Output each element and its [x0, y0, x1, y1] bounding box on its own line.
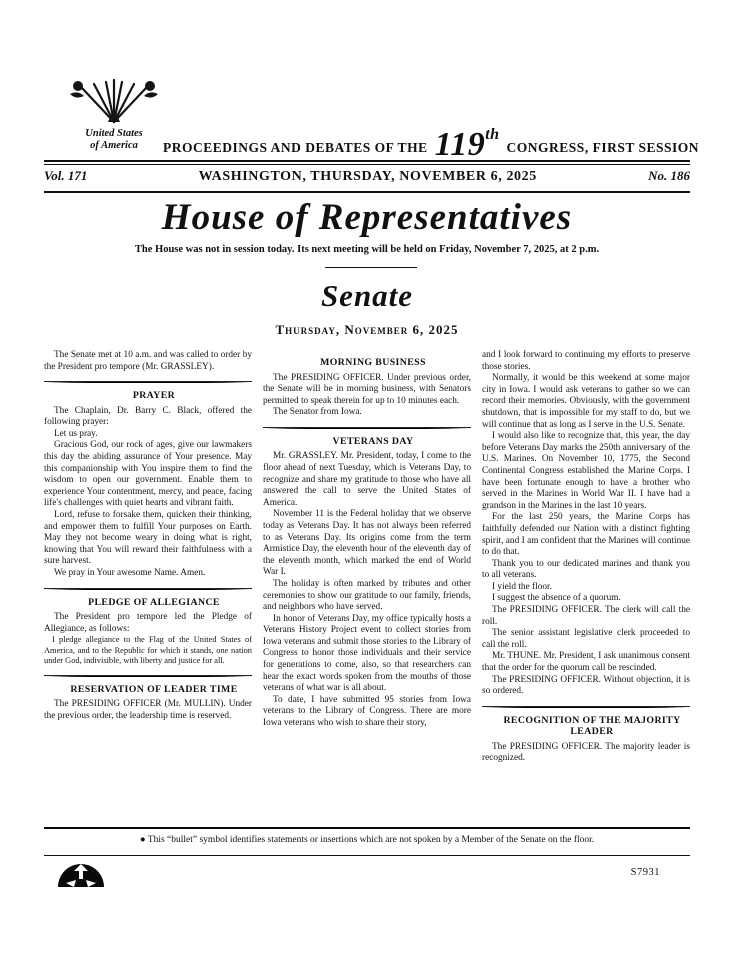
- paragraph: The Senator from Iowa.: [273, 407, 362, 418]
- paragraph: The PRESIDING OFFICER. Under previous order, the Senate will be in morning business, with Senators permitted to speak therein for up to 10 minutes each.: [263, 372, 471, 406]
- paragraph: To date, I have submitted 95 stories from Iowa veterans to the Library of Congress. There are more Iowa veterans who wish to share their story,: [263, 694, 471, 729]
- paragraph: Normally, it would be this weekend at some major city in Iowa. I would ask veterans to gather so we can record their memories. Obviously, with the government shutdown, that is impossible for my staff to do, but we will continue that as long as I serve in the U.S. Senate.: [482, 373, 690, 430]
- proceedings-line: [163, 110, 699, 163]
- senate-date: Thursday, November 6, 2025: [275, 322, 459, 337]
- section-heading: RECOGNITION OF THE MAJORITY LEADER: [503, 714, 681, 738]
- paragraph: Thank you to our dedicated marines and thank you to all veterans.: [482, 558, 690, 581]
- paragraph: We pray in Your awesome Name. Amen.: [54, 568, 206, 578]
- paragraph: The PRESIDING OFFICER (Mr. MULLIN). Under the previous order, the leadership time is reserved.: [44, 699, 252, 721]
- senate-column-3: [482, 350, 690, 824]
- senate-proceedings-columns: [44, 350, 690, 824]
- masthead-bottom-rule: [44, 191, 690, 193]
- section-divider: [44, 381, 252, 383]
- paragraph: I would also like to recognize that, this year, the day before Veterans Day marks the 250th anniversary of the U.S. Marines. On November 10, 1775, the Second Continental Congress established the Marine Corps. I have been fortunate enough to have a brother who served in the Marines in World War II. I have had a grandson in the Marines in the last 10 years.: [482, 431, 690, 511]
- paragraph: The senior assistant legislative clerk proceeded to call the roll.: [482, 628, 690, 650]
- volume-label: Vol. 171: [44, 168, 88, 183]
- senate-section-title: Senate: [320, 278, 414, 313]
- paragraph: For the last 250 years, the Marine Corps has faithfully defended our Nation with a distinct fighting spirit, and I am confident that the Marines will continue to do that.: [482, 512, 690, 558]
- masthead-double-rule: [44, 160, 690, 165]
- house-section-title: House of Representatives: [161, 197, 573, 238]
- footer-thin-rule: [44, 855, 690, 856]
- house-session-notice: The House was not in session today. Its next meeting will be held on Friday, November 7, 2025, at 2 p.m.: [134, 244, 600, 255]
- footer-row: [44, 859, 690, 899]
- paragraph: Let us pray.: [54, 428, 98, 439]
- section-divider: [44, 588, 252, 590]
- paragraph: The Chaplain, Dr. Barry C. Black, offered the following prayer:: [44, 405, 252, 428]
- paragraph: The PRESIDING OFFICER. Without objection, it is so ordered.: [482, 674, 690, 697]
- section-heading: VETERANS DAY: [332, 435, 414, 447]
- senate-column-2: [263, 350, 471, 824]
- section-divider: [482, 706, 690, 708]
- paragraph: The PRESIDING OFFICER. The clerk will call the roll.: [482, 605, 690, 627]
- section-divider: [263, 427, 471, 429]
- section-divider: [44, 675, 252, 677]
- paragraph: The PRESIDING OFFICER. The majority leader is recognized.: [482, 741, 690, 764]
- masthead: [44, 76, 699, 163]
- paragraph: The holiday is often marked by tributes and other ceremonies to show our gratitude to our family, friends, and neighbors who have served.: [263, 578, 471, 613]
- congress-number: 119th: [434, 126, 500, 163]
- paragraph: In honor of Veterans Day, my office typically hosts a Veterans History Project event to collect stories from Iowa veterans and submit those stories to the Library of Congress to honor those individuals and their service for generations to come, also, so that researchers can hear the exact words spoken from the mouths of those veterans of what war is all about.: [263, 613, 471, 694]
- senate-column-1: [44, 350, 252, 824]
- paragraph: Gracious God, our rock of ages, give our lawmakers this day the abiding assurance of Your presence. May this companionship with You inspire them to find the wisdom to open our government. Enable them to experience Your contentment, mercy, and peace, facing life's challenges with quiet hearts and vibrant faith.: [44, 440, 252, 509]
- us-label-line1: United States: [85, 128, 143, 139]
- section-heading: MORNING BUSINESS: [320, 357, 426, 368]
- us-eagle-logo-block: [54, 76, 174, 152]
- section-heading: PLEDGE OF ALLEGIANCE: [88, 596, 220, 608]
- paragraph: November 11 is the Federal holiday that we observe today as Veterans Day. It has not always been referred to as Veterans Day. Its origins come from the term Armistice Day, the eleventh hour of the eleventh day of the eleventh month, which marked the end of World War I.: [263, 509, 471, 578]
- eagle-icon: [54, 76, 174, 128]
- bullet-symbol-note: ● This “bullet” symbol identifies statements or insertions which are not spoken by a Member of the Senate on the floor.: [139, 835, 595, 845]
- page-number: S7931: [630, 867, 660, 878]
- section-heading: RESERVATION OF LEADER TIME: [70, 683, 238, 695]
- us-label-line2: of America: [90, 140, 138, 151]
- section-heading: PRAYER: [132, 390, 176, 402]
- proceedings-rest: CONGRESS, FIRST SESSION: [506, 140, 699, 155]
- paragraph: and I look forward to continuing my efforts to preserve those stories.: [482, 350, 690, 372]
- city-date-label: WASHINGTON, THURSDAY, NOVEMBER 6, 2025: [198, 169, 537, 184]
- paragraph: I suggest the absence of a quorum.: [492, 593, 621, 604]
- volume-date-row: [44, 168, 690, 185]
- issue-number-label: No. 186: [648, 168, 690, 183]
- paragraph: I yield the floor.: [492, 581, 552, 592]
- paragraph: Mr. THUNE. Mr. President, I ask unanimous consent that the order for the quorum call be rescinded.: [482, 651, 690, 674]
- house-senate-divider: [325, 267, 417, 268]
- paragraph: Mr. GRASSLEY. Mr. President, today, I come to the floor ahead of next Tuesday, which is Veterans Day, to recognize and share my gratitude to those who have all answered the call to serve the United States of America.: [263, 451, 471, 508]
- paragraph: The President pro tempore led the Pledge of Allegiance, as follows:: [44, 612, 252, 634]
- footer-heavy-rule: [44, 827, 690, 829]
- paragraph: The Senate met at 10 a.m. and was called to order by the President pro tempore (Mr. GRASSLEY).: [44, 350, 252, 372]
- paragraph: I pledge allegiance to the Flag of the United States of America, and to the Republic for which it stands, one nation under God, indivisible, with liberty and justice for all.: [44, 635, 252, 666]
- proceedings-prefix: PROCEEDINGS AND DEBATES OF THE: [163, 140, 428, 155]
- paragraph: Lord, refuse to forsake them, quicken their thinking, and empower them to fulfill Your purposes on Earth. May they not become weary in doing what is right, knowing that You will reward their faithfulness with a sure harvest.: [44, 510, 252, 567]
- recycled-paper-icon: [56, 861, 106, 892]
